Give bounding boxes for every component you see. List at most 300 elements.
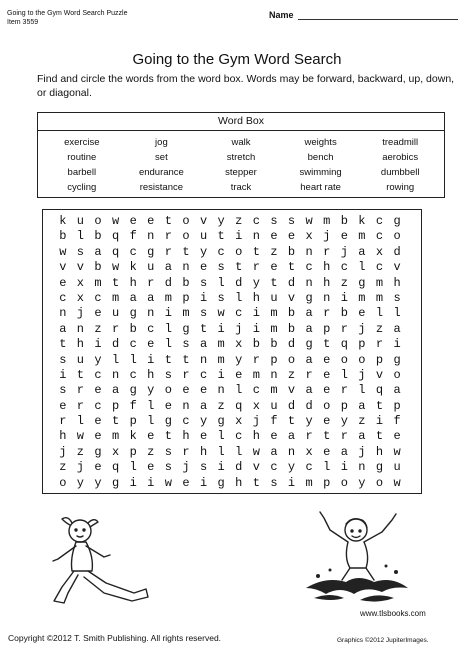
- puzzle-letter[interactable]: s: [270, 214, 278, 228]
- puzzle-letter[interactable]: a: [287, 429, 296, 444]
- puzzle-letter[interactable]: i: [375, 414, 384, 429]
- puzzle-letter[interactable]: r: [305, 429, 313, 444]
- puzzle-letter[interactable]: l: [111, 352, 120, 367]
- puzzle-letter[interactable]: s: [182, 337, 190, 352]
- puzzle-letter[interactable]: y: [340, 414, 348, 429]
- puzzle-letter[interactable]: x: [305, 229, 313, 244]
- puzzle-letter[interactable]: o: [164, 383, 172, 398]
- puzzle-letter[interactable]: j: [358, 321, 366, 336]
- puzzle-letter[interactable]: r: [76, 383, 84, 398]
- puzzle-letter[interactable]: e: [323, 414, 331, 429]
- puzzle-letter[interactable]: i: [287, 475, 296, 490]
- puzzle-letter[interactable]: y: [252, 275, 260, 290]
- puzzle-letter[interactable]: g: [129, 306, 137, 321]
- puzzle-letter[interactable]: s: [287, 214, 296, 228]
- puzzle-letter[interactable]: i: [393, 337, 401, 352]
- puzzle-letter[interactable]: i: [164, 306, 172, 321]
- puzzle-letter[interactable]: h: [375, 444, 384, 459]
- puzzle-letter[interactable]: v: [252, 460, 260, 475]
- puzzle-letter[interactable]: e: [393, 429, 401, 444]
- puzzle-letter[interactable]: c: [199, 367, 208, 382]
- puzzle-letter[interactable]: w: [393, 444, 401, 459]
- puzzle-letter[interactable]: z: [59, 460, 67, 475]
- puzzle-letter[interactable]: z: [358, 414, 366, 429]
- puzzle-letter[interactable]: g: [393, 352, 401, 367]
- puzzle-letter[interactable]: o: [393, 229, 401, 244]
- puzzle-letter[interactable]: h: [323, 260, 331, 275]
- puzzle-letter[interactable]: x: [76, 275, 84, 290]
- puzzle-letter[interactable]: c: [340, 260, 348, 275]
- puzzle-letter[interactable]: z: [76, 444, 84, 459]
- puzzle-letter[interactable]: t: [76, 367, 84, 382]
- puzzle-letter[interactable]: l: [358, 260, 366, 275]
- puzzle-letter[interactable]: e: [182, 383, 190, 398]
- puzzle-letter[interactable]: i: [252, 306, 260, 321]
- puzzle-letter[interactable]: v: [59, 260, 67, 275]
- puzzle-letter[interactable]: u: [393, 460, 401, 475]
- puzzle-letter[interactable]: u: [76, 352, 84, 367]
- puzzle-letter[interactable]: o: [182, 214, 190, 228]
- puzzle-letter[interactable]: t: [164, 429, 172, 444]
- puzzle-letter[interactable]: t: [323, 429, 331, 444]
- puzzle-letter[interactable]: r: [375, 337, 384, 352]
- puzzle-letter[interactable]: l: [164, 321, 172, 336]
- puzzle-letter[interactable]: l: [323, 460, 331, 475]
- puzzle-letter[interactable]: i: [217, 321, 225, 336]
- puzzle-letter[interactable]: p: [323, 321, 331, 336]
- puzzle-letter[interactable]: r: [323, 244, 331, 259]
- puzzle-letter[interactable]: w: [59, 244, 67, 259]
- puzzle-letter[interactable]: n: [270, 367, 278, 382]
- puzzle-letter[interactable]: s: [393, 290, 401, 305]
- puzzle-letter[interactable]: a: [199, 337, 208, 352]
- puzzle-letter[interactable]: v: [76, 260, 84, 275]
- puzzle-letter[interactable]: h: [323, 275, 331, 290]
- name-field[interactable]: [269, 10, 458, 20]
- puzzle-letter[interactable]: l: [375, 306, 384, 321]
- puzzle-letter[interactable]: r: [164, 229, 172, 244]
- puzzle-letter[interactable]: v: [287, 290, 296, 305]
- puzzle-letter[interactable]: e: [235, 367, 243, 382]
- puzzle-letter[interactable]: s: [217, 260, 225, 275]
- puzzle-letter[interactable]: r: [76, 398, 84, 413]
- puzzle-letter[interactable]: i: [217, 460, 225, 475]
- puzzle-letter[interactable]: n: [59, 306, 67, 321]
- puzzle-letter[interactable]: m: [270, 383, 278, 398]
- puzzle-letter[interactable]: i: [147, 475, 155, 490]
- puzzle-letter[interactable]: a: [358, 244, 366, 259]
- puzzle-letter[interactable]: a: [129, 290, 137, 305]
- puzzle-letter[interactable]: u: [199, 229, 208, 244]
- puzzle-letter[interactable]: i: [129, 475, 137, 490]
- puzzle-letter[interactable]: x: [375, 244, 384, 259]
- puzzle-letter[interactable]: e: [147, 429, 155, 444]
- puzzle-letter[interactable]: o: [340, 475, 348, 490]
- puzzle-letter[interactable]: y: [287, 460, 296, 475]
- puzzle-letter[interactable]: t: [164, 352, 172, 367]
- puzzle-letter[interactable]: w: [164, 475, 172, 490]
- puzzle-letter[interactable]: e: [182, 475, 190, 490]
- puzzle-letter[interactable]: u: [76, 214, 84, 228]
- puzzle-letter[interactable]: a: [270, 444, 278, 459]
- puzzle-letter[interactable]: z: [270, 244, 278, 259]
- puzzle-letter[interactable]: e: [270, 429, 278, 444]
- puzzle-letter[interactable]: a: [393, 383, 401, 398]
- puzzle-letter[interactable]: t: [287, 414, 296, 429]
- puzzle-letter[interactable]: c: [59, 290, 67, 305]
- puzzle-letter[interactable]: j: [182, 460, 190, 475]
- puzzle-letter[interactable]: l: [147, 398, 155, 413]
- puzzle-letter[interactable]: c: [375, 260, 384, 275]
- puzzle-letter[interactable]: j: [323, 229, 331, 244]
- puzzle-letter[interactable]: y: [147, 383, 155, 398]
- puzzle-letter[interactable]: t: [375, 429, 384, 444]
- puzzle-letter[interactable]: v: [287, 383, 296, 398]
- puzzle-letter[interactable]: s: [59, 352, 67, 367]
- puzzle-letter[interactable]: g: [217, 475, 225, 490]
- puzzle-letter[interactable]: l: [235, 383, 243, 398]
- puzzle-letter[interactable]: p: [129, 414, 137, 429]
- puzzle-letter[interactable]: p: [340, 398, 348, 413]
- puzzle-letter[interactable]: g: [358, 275, 366, 290]
- puzzle-letter[interactable]: w: [217, 306, 225, 321]
- puzzle-letter[interactable]: o: [182, 229, 190, 244]
- puzzle-letter[interactable]: o: [59, 475, 67, 490]
- puzzle-letter[interactable]: r: [182, 367, 190, 382]
- puzzle-letter[interactable]: g: [164, 414, 172, 429]
- puzzle-letter[interactable]: e: [94, 460, 102, 475]
- puzzle-letter[interactable]: s: [199, 460, 208, 475]
- puzzle-letter[interactable]: y: [217, 214, 225, 228]
- puzzle-letter[interactable]: c: [235, 429, 243, 444]
- puzzle-letter[interactable]: v: [375, 367, 384, 382]
- puzzle-letter[interactable]: m: [182, 306, 190, 321]
- puzzle-letter[interactable]: o: [235, 244, 243, 259]
- puzzle-letter[interactable]: f: [129, 398, 137, 413]
- puzzle-letter[interactable]: n: [182, 398, 190, 413]
- puzzle-letter[interactable]: k: [129, 260, 137, 275]
- puzzle-letter[interactable]: b: [287, 244, 296, 259]
- puzzle-letter[interactable]: h: [252, 290, 260, 305]
- puzzle-letter[interactable]: d: [287, 398, 296, 413]
- puzzle-letter[interactable]: w: [252, 444, 260, 459]
- puzzle-letter[interactable]: g: [217, 414, 225, 429]
- puzzle-letter[interactable]: i: [340, 290, 348, 305]
- puzzle-letter[interactable]: e: [147, 337, 155, 352]
- puzzle-letter[interactable]: d: [164, 275, 172, 290]
- puzzle-letter[interactable]: b: [59, 229, 67, 244]
- puzzle-letter[interactable]: d: [287, 275, 296, 290]
- puzzle-letter[interactable]: r: [305, 367, 313, 382]
- puzzle-letter[interactable]: r: [111, 321, 120, 336]
- puzzle-letter[interactable]: e: [323, 367, 331, 382]
- puzzle-letter[interactable]: n: [182, 260, 190, 275]
- puzzle-letter[interactable]: n: [358, 460, 366, 475]
- puzzle-letter[interactable]: w: [305, 214, 313, 228]
- puzzle-letter[interactable]: l: [340, 367, 348, 382]
- puzzle-letter[interactable]: s: [164, 444, 172, 459]
- puzzle-letter[interactable]: r: [59, 414, 67, 429]
- puzzle-letter[interactable]: r: [147, 275, 155, 290]
- puzzle-letter[interactable]: d: [305, 398, 313, 413]
- puzzle-letter[interactable]: e: [94, 306, 102, 321]
- puzzle-letter[interactable]: j: [59, 444, 67, 459]
- puzzle-letter[interactable]: i: [147, 352, 155, 367]
- puzzle-letter[interactable]: h: [235, 475, 243, 490]
- puzzle-letter[interactable]: s: [76, 244, 84, 259]
- puzzle-letter[interactable]: a: [111, 383, 120, 398]
- puzzle-letter[interactable]: j: [76, 460, 84, 475]
- puzzle-letter[interactable]: l: [129, 352, 137, 367]
- puzzle-letter[interactable]: t: [252, 475, 260, 490]
- puzzle-letter[interactable]: g: [393, 214, 401, 228]
- puzzle-letter[interactable]: l: [393, 306, 401, 321]
- puzzle-letter[interactable]: n: [252, 229, 260, 244]
- puzzle-letter[interactable]: f: [270, 414, 278, 429]
- puzzle-letter[interactable]: e: [147, 214, 155, 228]
- puzzle-letter[interactable]: t: [287, 260, 296, 275]
- puzzle-letter[interactable]: g: [305, 290, 313, 305]
- puzzle-letter[interactable]: c: [375, 214, 384, 228]
- puzzle-letter[interactable]: t: [375, 398, 384, 413]
- puzzle-letter[interactable]: t: [182, 244, 190, 259]
- puzzle-letter[interactable]: c: [270, 460, 278, 475]
- puzzle-letter[interactable]: e: [59, 398, 67, 413]
- puzzle-letter[interactable]: i: [199, 475, 208, 490]
- puzzle-letter[interactable]: d: [235, 460, 243, 475]
- puzzle-letter[interactable]: h: [182, 429, 190, 444]
- puzzle-letter[interactable]: z: [340, 275, 348, 290]
- puzzle-letter[interactable]: u: [147, 260, 155, 275]
- puzzle-letter[interactable]: g: [375, 460, 384, 475]
- puzzle-letter[interactable]: s: [199, 306, 208, 321]
- puzzle-letter[interactable]: q: [235, 398, 243, 413]
- puzzle-letter[interactable]: w: [111, 260, 120, 275]
- puzzle-letter[interactable]: n: [287, 444, 296, 459]
- puzzle-letter[interactable]: r: [252, 260, 260, 275]
- puzzle-letter[interactable]: y: [235, 352, 243, 367]
- puzzle-letter[interactable]: k: [59, 214, 67, 228]
- puzzle-letter[interactable]: z: [375, 321, 384, 336]
- puzzle-letter[interactable]: l: [147, 414, 155, 429]
- puzzle-letter[interactable]: h: [199, 444, 208, 459]
- puzzle-letter[interactable]: k: [358, 214, 366, 228]
- puzzle-letter[interactable]: e: [199, 260, 208, 275]
- puzzle-letter[interactable]: t: [199, 321, 208, 336]
- puzzle-letter[interactable]: t: [235, 260, 243, 275]
- puzzle-letter[interactable]: m: [217, 337, 225, 352]
- puzzle-letter[interactable]: g: [305, 337, 313, 352]
- puzzle-letter[interactable]: x: [111, 444, 120, 459]
- puzzle-letter[interactable]: h: [59, 429, 67, 444]
- puzzle-letter[interactable]: p: [129, 444, 137, 459]
- puzzle-letter[interactable]: i: [252, 321, 260, 336]
- puzzle-letter[interactable]: t: [270, 275, 278, 290]
- puzzle-letter[interactable]: m: [111, 429, 120, 444]
- puzzle-letter[interactable]: q: [340, 337, 348, 352]
- puzzle-letter[interactable]: m: [323, 214, 331, 228]
- puzzle-letter[interactable]: y: [94, 475, 102, 490]
- puzzle-letter[interactable]: c: [94, 367, 102, 382]
- puzzle-letter[interactable]: g: [94, 444, 102, 459]
- puzzle-letter[interactable]: i: [235, 229, 243, 244]
- puzzle-letter[interactable]: c: [129, 244, 137, 259]
- puzzle-letter[interactable]: y: [358, 475, 366, 490]
- puzzle-letter[interactable]: i: [217, 367, 225, 382]
- puzzle-letter[interactable]: e: [94, 429, 102, 444]
- puzzle-letter[interactable]: c: [217, 244, 225, 259]
- puzzle-letter[interactable]: w: [111, 214, 120, 228]
- puzzle-letter[interactable]: u: [270, 398, 278, 413]
- puzzle-letter[interactable]: w: [393, 475, 401, 490]
- puzzle-letter[interactable]: d: [393, 244, 401, 259]
- puzzle-letter[interactable]: i: [94, 337, 102, 352]
- puzzle-letter[interactable]: u: [270, 290, 278, 305]
- puzzle-letter[interactable]: m: [375, 275, 384, 290]
- puzzle-letter[interactable]: t: [164, 214, 172, 228]
- puzzle-letter[interactable]: g: [111, 475, 120, 490]
- puzzle-letter[interactable]: n: [111, 367, 120, 382]
- puzzle-letter[interactable]: r: [252, 352, 260, 367]
- puzzle-letter[interactable]: e: [94, 414, 102, 429]
- puzzle-letter[interactable]: b: [270, 337, 278, 352]
- puzzle-letter[interactable]: w: [76, 429, 84, 444]
- puzzle-letter[interactable]: t: [111, 275, 120, 290]
- puzzle-letter[interactable]: z: [217, 398, 225, 413]
- puzzle-letter[interactable]: e: [323, 352, 331, 367]
- puzzle-letter[interactable]: c: [182, 414, 190, 429]
- puzzle-letter[interactable]: o: [287, 352, 296, 367]
- puzzle-letter[interactable]: s: [270, 475, 278, 490]
- puzzle-letter[interactable]: e: [94, 383, 102, 398]
- puzzle-letter[interactable]: r: [340, 321, 348, 336]
- puzzle-letter[interactable]: a: [199, 398, 208, 413]
- puzzle-letter[interactable]: m: [358, 229, 366, 244]
- puzzle-letter[interactable]: r: [340, 429, 348, 444]
- puzzle-letter[interactable]: q: [111, 460, 120, 475]
- puzzle-letter[interactable]: s: [59, 383, 67, 398]
- puzzle-letter[interactable]: y: [94, 352, 102, 367]
- puzzle-letter[interactable]: b: [94, 229, 102, 244]
- puzzle-letter[interactable]: s: [164, 460, 172, 475]
- puzzle-letter[interactable]: e: [164, 398, 172, 413]
- puzzle-letter[interactable]: x: [252, 398, 260, 413]
- puzzle-letter[interactable]: c: [94, 398, 102, 413]
- puzzle-letter[interactable]: l: [129, 460, 137, 475]
- puzzle-letter[interactable]: m: [358, 290, 366, 305]
- puzzle-letter[interactable]: b: [287, 306, 296, 321]
- puzzle-letter[interactable]: e: [147, 460, 155, 475]
- puzzle-letter[interactable]: e: [199, 429, 208, 444]
- puzzle-letter[interactable]: c: [147, 321, 155, 336]
- puzzle-letter[interactable]: p: [111, 398, 120, 413]
- puzzle-letter[interactable]: q: [111, 244, 120, 259]
- puzzle-letter[interactable]: p: [375, 352, 384, 367]
- puzzle-letter[interactable]: n: [76, 321, 84, 336]
- puzzle-letter[interactable]: p: [323, 475, 331, 490]
- puzzle-letter[interactable]: h: [76, 337, 84, 352]
- puzzle-letter[interactable]: p: [358, 337, 366, 352]
- puzzle-letter[interactable]: e: [270, 260, 278, 275]
- puzzle-letter[interactable]: m: [270, 321, 278, 336]
- puzzle-letter[interactable]: x: [235, 337, 243, 352]
- puzzle-letter[interactable]: r: [323, 306, 331, 321]
- puzzle-letter[interactable]: g: [129, 383, 137, 398]
- puzzle-letter[interactable]: n: [147, 306, 155, 321]
- puzzle-letter[interactable]: l: [235, 444, 243, 459]
- name-line[interactable]: [298, 11, 458, 20]
- puzzle-letter[interactable]: m: [252, 367, 260, 382]
- puzzle-letter[interactable]: d: [235, 275, 243, 290]
- puzzle-letter[interactable]: y: [305, 414, 313, 429]
- puzzle-letter[interactable]: a: [393, 321, 401, 336]
- puzzle-letter[interactable]: o: [340, 352, 348, 367]
- puzzle-letter[interactable]: n: [147, 229, 155, 244]
- puzzle-letter[interactable]: m: [375, 290, 384, 305]
- puzzle-letter[interactable]: o: [375, 475, 384, 490]
- puzzle-letter[interactable]: x: [235, 414, 243, 429]
- puzzle-letter[interactable]: y: [199, 414, 208, 429]
- puzzle-letter[interactable]: r: [164, 244, 172, 259]
- puzzle-letter[interactable]: l: [217, 429, 225, 444]
- puzzle-letter[interactable]: c: [129, 337, 137, 352]
- puzzle-letter[interactable]: k: [129, 429, 137, 444]
- puzzle-letter[interactable]: l: [358, 383, 366, 398]
- puzzle-letter[interactable]: q: [375, 383, 384, 398]
- puzzle-letter[interactable]: a: [305, 306, 313, 321]
- puzzle-letter[interactable]: e: [129, 214, 137, 228]
- puzzle-letter[interactable]: t: [252, 244, 260, 259]
- puzzle-letter[interactable]: d: [111, 337, 120, 352]
- puzzle-letter[interactable]: j: [340, 244, 348, 259]
- puzzle-letter[interactable]: l: [76, 414, 84, 429]
- puzzle-letter[interactable]: y: [76, 475, 84, 490]
- puzzle-letter[interactable]: m: [217, 352, 225, 367]
- puzzle-letter[interactable]: d: [287, 337, 296, 352]
- puzzle-letter[interactable]: l: [76, 229, 84, 244]
- puzzle-letter[interactable]: e: [199, 383, 208, 398]
- puzzle-letter[interactable]: b: [94, 260, 102, 275]
- puzzle-letter[interactable]: g: [182, 321, 190, 336]
- puzzle-letter[interactable]: b: [129, 321, 137, 336]
- puzzle-letter[interactable]: n: [305, 275, 313, 290]
- puzzle-letter[interactable]: i: [59, 367, 67, 382]
- puzzle-letter[interactable]: a: [94, 244, 102, 259]
- puzzle-letter[interactable]: b: [182, 275, 190, 290]
- puzzle-letter[interactable]: y: [199, 244, 208, 259]
- puzzle-letter[interactable]: x: [305, 444, 313, 459]
- puzzle-letter[interactable]: t: [59, 337, 67, 352]
- puzzle-letter[interactable]: b: [340, 306, 348, 321]
- puzzle-letter[interactable]: f: [393, 414, 401, 429]
- puzzle-letter[interactable]: z: [235, 214, 243, 228]
- puzzle-letter[interactable]: a: [358, 398, 366, 413]
- puzzle-letter[interactable]: f: [129, 229, 137, 244]
- puzzle-letter[interactable]: s: [217, 290, 225, 305]
- puzzle-letter[interactable]: h: [393, 275, 401, 290]
- puzzle-letter[interactable]: n: [217, 383, 225, 398]
- puzzle-letter[interactable]: x: [76, 290, 84, 305]
- puzzle-letter[interactable]: q: [111, 229, 120, 244]
- puzzle-letter[interactable]: a: [305, 383, 313, 398]
- puzzle-letter[interactable]: c: [305, 460, 313, 475]
- puzzle-letter[interactable]: j: [235, 321, 243, 336]
- puzzle-letter[interactable]: b: [287, 321, 296, 336]
- puzzle-letter[interactable]: j: [358, 367, 366, 382]
- puzzle-letter[interactable]: i: [340, 460, 348, 475]
- puzzle-letter[interactable]: t: [217, 229, 225, 244]
- puzzle-letter[interactable]: z: [147, 444, 155, 459]
